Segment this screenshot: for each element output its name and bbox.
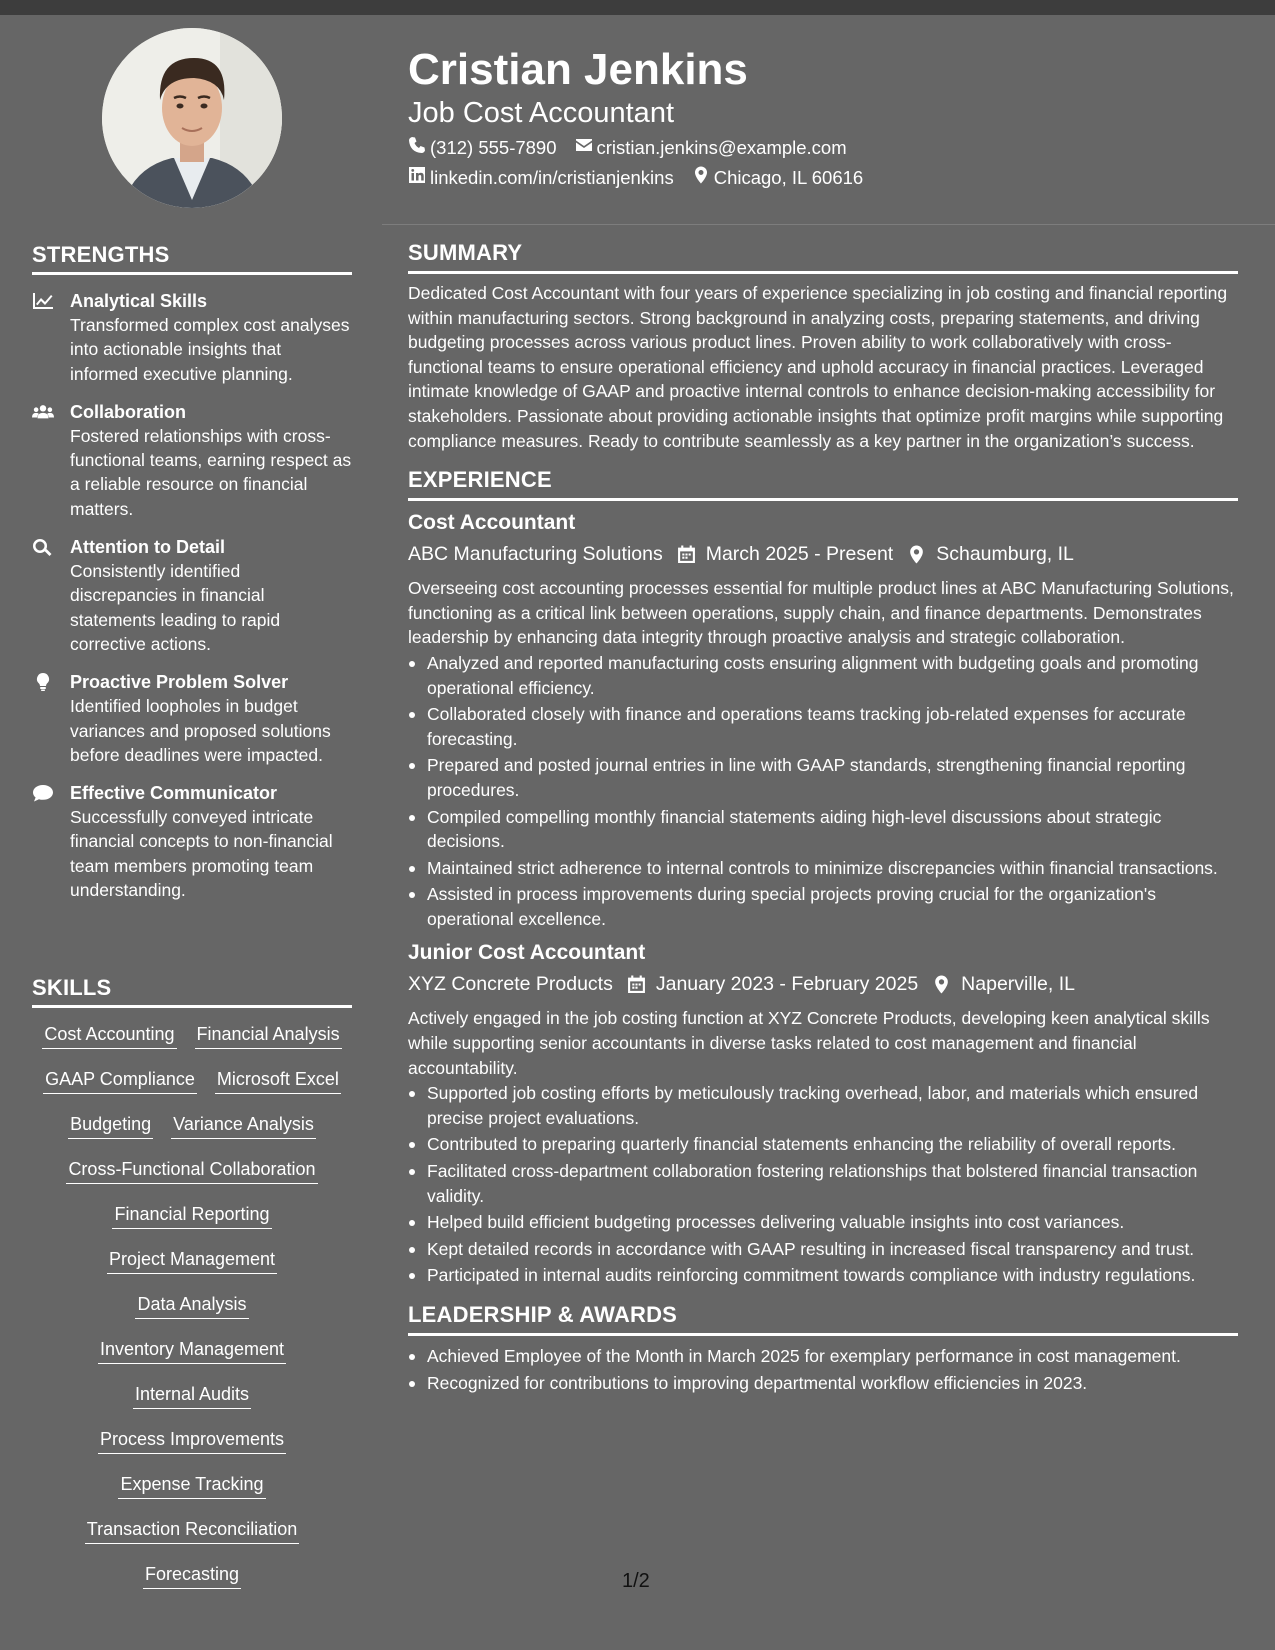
job-meta	[408, 539, 1238, 569]
skill-tag: Internal Audits	[133, 1382, 251, 1409]
page-number: 1/2	[622, 1570, 650, 1592]
skill-row	[32, 1247, 352, 1292]
email-contact[interactable]	[575, 133, 847, 163]
envelope-icon	[575, 133, 597, 163]
job-bullet: Prepared and posted journal entries in line with GAAP standards, strengthening financial reporting procedures.	[408, 753, 1238, 802]
strength-desc: Identified loopholes in budget variances and proposed solutions before deadlines were impacted.	[70, 696, 331, 765]
strength-title: Attention to Detail	[70, 537, 225, 558]
skill-row	[32, 1292, 352, 1337]
location-text: Chicago, IL 60616	[713, 167, 864, 188]
award-item: Recognized for contributions to improving departmental workflow efficiencies in 2023.	[408, 1371, 1238, 1396]
job-bullet: Compiled compelling monthly financial statements aiding high-level discussions about strategic decisions.	[408, 805, 1238, 854]
strength-title: Analytical Skills	[70, 291, 208, 311]
calendar-icon	[627, 975, 646, 994]
skill-tag: GAAP Compliance	[43, 1067, 197, 1094]
award-item: Achieved Employee of the Month in March 2025 for exemplary performance in cost management.	[408, 1344, 1238, 1369]
job-bullet: Analyzed and reported manufacturing costs ensuring alignment with budgeting goals and promoting operational efficiency.	[408, 651, 1238, 700]
phone-icon	[408, 133, 430, 163]
job-bullet: Kept detailed records in accordance with GAAP resulting in increased fiscal transparency and trust.	[408, 1237, 1238, 1262]
candidate-title: Job Cost Accountant	[408, 97, 674, 129]
skills-heading: SKILLS	[32, 975, 352, 1008]
job-company: ABC Manufacturing Solutions	[408, 543, 663, 566]
chart-line-icon	[32, 289, 70, 386]
skill-tag: Microsoft Excel	[215, 1067, 341, 1094]
search-icon	[32, 535, 70, 656]
phone-text: (312) 555-7890	[430, 137, 557, 158]
job-bullet: Supported job costing efforts by meticulously tracking overhead, labor, and materials which ensured precise project evaluations.	[408, 1081, 1238, 1130]
skill-row	[32, 1067, 352, 1112]
resume-header	[408, 42, 1238, 193]
lightbulb-icon	[32, 670, 70, 767]
skill-tag: Financial Analysis	[195, 1022, 342, 1049]
skill-row	[32, 1562, 352, 1607]
skill-row	[32, 1472, 352, 1517]
skill-tag: Cross-Functional Collaboration	[66, 1157, 317, 1184]
job-title: Cost Accountant	[408, 511, 576, 535]
skill-tag: Transaction Reconciliation	[85, 1517, 299, 1544]
linkedin-text: linkedin.com/in/cristianjenkins	[430, 167, 674, 188]
strength-item	[32, 670, 352, 767]
map-pin-icon	[907, 545, 926, 564]
phone-contact	[408, 133, 557, 163]
strength-item	[32, 781, 352, 902]
email-text: cristian.jenkins@example.com	[596, 137, 847, 158]
users-icon	[32, 400, 70, 521]
avatar	[102, 28, 282, 208]
skill-tag: Process Improvements	[98, 1427, 286, 1454]
skill-row	[32, 1382, 352, 1427]
job-bullets	[408, 651, 1238, 932]
header-divider	[382, 224, 1275, 225]
job-bullet: Collaborated closely with finance and operations teams tracking job-related expenses for accurate forecasting.	[408, 702, 1238, 751]
job-dates: January 2023 - February 2025	[655, 973, 919, 996]
strength-title: Collaboration	[70, 401, 186, 422]
job-entry	[408, 509, 1238, 931]
skill-tag: Inventory Management	[98, 1337, 286, 1364]
comment-icon	[32, 781, 70, 902]
job-bullet: Contributed to preparing quarterly financial statements enhancing the reliability of overall reports.	[408, 1132, 1238, 1157]
skill-row	[32, 1337, 352, 1382]
strengths-section	[32, 242, 352, 902]
strength-title: Proactive Problem Solver	[70, 672, 289, 693]
strength-desc: Transformed complex cost analyses into actionable insights that informed executive planning.	[70, 315, 350, 384]
skill-tag: Data Analysis	[135, 1292, 248, 1319]
skill-row	[32, 1427, 352, 1472]
strength-title: Effective Communicator	[70, 783, 278, 804]
experience-heading: EXPERIENCE	[408, 467, 1238, 501]
skill-tag: Financial Reporting	[112, 1202, 271, 1229]
skill-tag: Expense Tracking	[118, 1472, 265, 1499]
contact-line	[408, 163, 1238, 193]
linkedin-icon	[408, 163, 430, 193]
job-bullet: Participated in internal audits reinforcing commitment towards compliance with industry regulations.	[408, 1263, 1238, 1288]
strength-desc: Consistently identified discrepancies in financial statements leading to rapid corrective actions.	[70, 561, 281, 654]
skill-tag: Variance Analysis	[171, 1112, 316, 1139]
job-bullets	[408, 1081, 1238, 1288]
skill-row	[32, 1202, 352, 1247]
summary-text: Dedicated Cost Accountant with four years of experience specializing in job costing and financial reporting within manufacturing sectors. Strong background in analyzing costs, preparing statements, and driving budgeting processes across various product lines. Proven ability to work collaboratively with cross-functional teams to ensure operational efficiency and uphold accuracy in financial practices. Leveraged intimate knowledge of GAAP and proactive internal controls to enhance decision-making accessibility for stakeholders. Passionate about providing actionable insights that optimize profit margins while supporting compliance measures. Ready to contribute seamlessly as a key partner in the organization’s success.	[408, 283, 1228, 451]
strength-item	[32, 535, 352, 656]
strength-desc: Successfully conveyed intricate financial concepts to non-financial team members promoting team understanding.	[70, 807, 333, 901]
contact-line	[408, 133, 1238, 163]
job-company: XYZ Concrete Products	[408, 973, 613, 996]
job-bullet: Assisted in process improvements during special projects proving crucial for the organization's operational excellence.	[408, 882, 1238, 931]
job-description: Actively engaged in the job costing function at XYZ Concrete Products, developing keen analytical skills while supporting senior accountants in diverse tasks related to cost management and financial accountability.	[408, 1008, 1210, 1078]
job-bullet: Maintained strict adherence to internal controls to minimize discrepancies within financial transactions.	[408, 856, 1238, 881]
skill-tag: Budgeting	[68, 1112, 153, 1139]
calendar-icon	[677, 545, 696, 564]
job-entry	[408, 939, 1238, 1288]
skill-tag: Cost Accounting	[42, 1022, 176, 1049]
job-title: Junior Cost Accountant	[408, 941, 646, 965]
skill-tag: Project Management	[107, 1247, 277, 1274]
skill-row	[32, 1157, 352, 1202]
strength-desc: Fostered relationships with cross-functional teams, earning respect as a reliable resource on financial matters.	[70, 425, 352, 519]
awards-list	[408, 1344, 1238, 1395]
job-dates: March 2025 - Present	[705, 543, 894, 566]
job-location: Schaumburg, IL	[936, 543, 1074, 566]
skill-row	[32, 1517, 352, 1562]
candidate-name: Cristian Jenkins	[408, 45, 748, 94]
job-description: Overseeing cost accounting processes essential for multiple product lines at ABC Manufacturing Solutions, functioning as a critical link between operations, supply chain, and finance departments. Demonstrates leadership by enhancing data integrity through proactive analysis and strategic collaboration.	[408, 578, 1234, 648]
job-bullet: Helped build efficient budgeting processes delivering valuable insights into cost variances.	[408, 1210, 1238, 1235]
skills-section	[32, 975, 352, 1607]
location-contact	[692, 163, 863, 193]
skill-tag: Forecasting	[143, 1562, 241, 1589]
linkedin-contact[interactable]	[408, 163, 674, 193]
skill-row	[32, 1112, 352, 1157]
strength-item	[32, 400, 352, 521]
map-pin-icon	[932, 975, 951, 994]
main-column	[408, 240, 1238, 1397]
summary-heading: SUMMARY	[408, 240, 1238, 274]
job-bullet: Facilitated cross-department collaboration fostering relationships that bolstered financial transaction validity.	[408, 1159, 1238, 1208]
job-location: Naperville, IL	[961, 973, 1075, 996]
strength-item	[32, 289, 352, 386]
top-bar	[0, 0, 1275, 15]
job-meta	[408, 969, 1238, 999]
awards-heading: LEADERSHIP & AWARDS	[408, 1302, 1238, 1336]
map-pin-icon	[692, 163, 714, 193]
strengths-heading: STRENGTHS	[32, 242, 352, 275]
skill-row	[32, 1022, 352, 1067]
